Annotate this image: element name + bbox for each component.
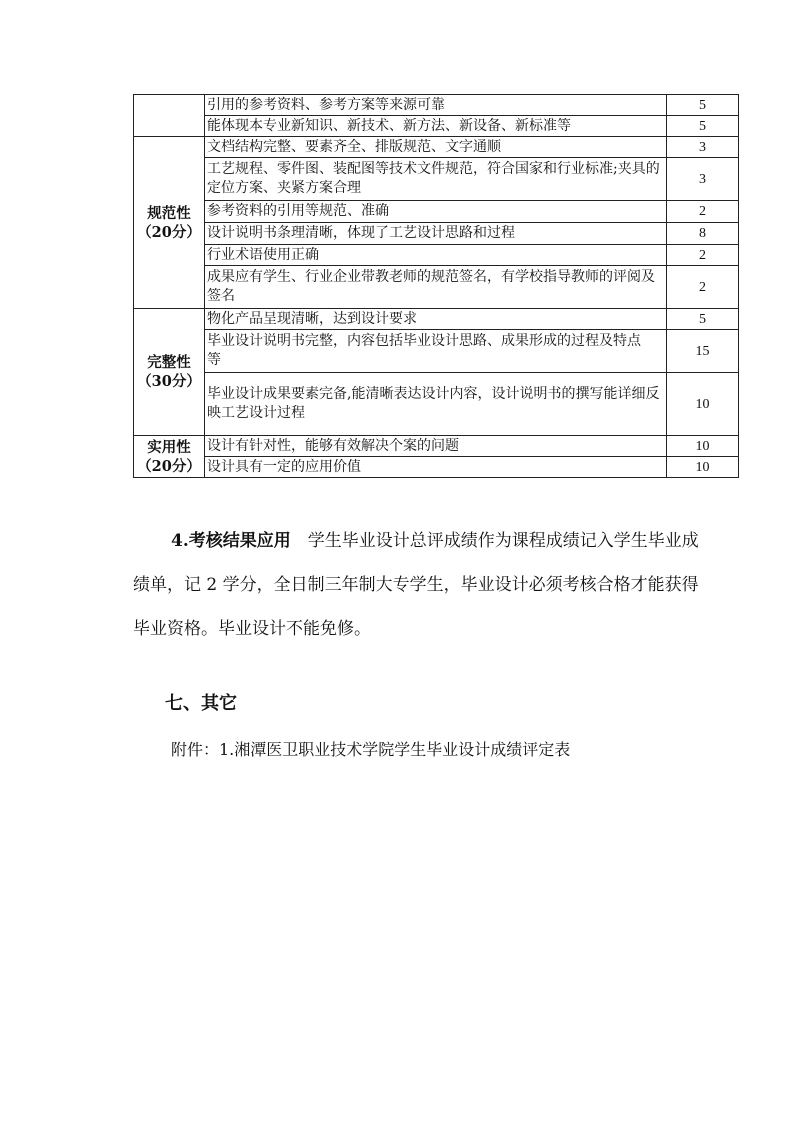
section-7-heading: 七、其它 — [165, 693, 237, 714]
criterion-text: 文档结构完整、要素齐全、排版规范、文字通顺 — [205, 137, 667, 158]
criterion-text: 工艺规程、零件图、装配图等技术文件规范，符合国家和行业标准;夹具的定位方案、夹紧方案合理 — [205, 158, 667, 201]
score-value: 10 — [667, 373, 739, 436]
score-value: 10 — [667, 457, 739, 478]
score-value: 8 — [667, 223, 739, 245]
score-value: 2 — [667, 245, 739, 266]
criterion-text: 行业术语使用正确 — [205, 245, 667, 266]
score-value: 5 — [667, 95, 739, 116]
score-value: 5 — [667, 116, 739, 137]
category-cell-empty — [134, 95, 205, 137]
category-guifan — [134, 137, 205, 309]
section-4-paragraph — [133, 519, 713, 651]
table-row — [134, 95, 739, 116]
category-points: （30分） — [137, 373, 201, 390]
score-value: 5 — [667, 309, 739, 330]
category-name: 完整性 — [147, 354, 191, 371]
criterion-text: 毕业设计说明书完整，内容包括毕业设计思路、成果形成的过程及特点 等 — [205, 330, 667, 373]
category-wanzheng — [134, 309, 205, 436]
criterion-text: 设计说明书条理清晰，体现了工艺设计思路和过程 — [205, 223, 667, 245]
criterion-text: 参考资料的引用等规范、准确 — [205, 201, 667, 223]
category-points: （20分） — [137, 457, 201, 475]
criterion-text: 成果应有学生、行业企业带教老师的规范签名，有学校指导教师的评阅及签名 — [205, 266, 667, 309]
grading-table — [133, 94, 739, 478]
score-value: 2 — [667, 201, 739, 223]
table-row — [134, 201, 739, 223]
table-row — [134, 266, 739, 309]
table-row — [134, 330, 739, 373]
criterion-text: 能体现本专业新知识、新技术、新方法、新设备、新标准等 — [205, 116, 667, 137]
section-4-text: 学生毕业设计总评成绩作为课程成绩记入学生毕业成绩单，记 2 学分，全日制三年制大专学生，毕业设计必须考核合格才能获得毕业资格。毕业设计不能免修。 — [133, 531, 699, 639]
criterion-text: 设计具有一定的应用价值 — [205, 457, 667, 478]
table-row — [134, 245, 739, 266]
table-row — [134, 436, 739, 457]
table-row — [134, 223, 739, 245]
criterion-text: 毕业设计成果要素完备,能清晰表达设计内容，设计说明书的撰写能详细反映工艺设计过程 — [205, 373, 667, 436]
table-row — [134, 373, 739, 436]
category-name: 规范性 — [147, 204, 191, 222]
score-value: 10 — [667, 436, 739, 457]
section-4-heading: 4.考核结果应用 — [171, 531, 291, 551]
attachment-line: 附件：1.湘潭医卫职业技术学院学生毕业设计成绩评定表 — [171, 740, 571, 759]
criterion-text: 引用的参考资料、参考方案等来源可靠 — [205, 95, 667, 116]
score-value: 3 — [667, 158, 739, 201]
table-row — [134, 158, 739, 201]
table-row — [134, 137, 739, 158]
criterion-text: 物化产品呈现清晰，达到设计要求 — [205, 309, 667, 330]
score-value: 2 — [667, 266, 739, 309]
criterion-text: 设计有针对性，能够有效解决个案的问题 — [205, 436, 667, 457]
table-row — [134, 457, 739, 478]
category-shiyong — [134, 436, 205, 478]
category-points: （20分） — [137, 223, 201, 241]
category-name: 实用性 — [147, 438, 191, 456]
score-value: 3 — [667, 137, 739, 158]
score-value: 15 — [667, 330, 739, 373]
table-row — [134, 309, 739, 330]
table-row — [134, 116, 739, 137]
